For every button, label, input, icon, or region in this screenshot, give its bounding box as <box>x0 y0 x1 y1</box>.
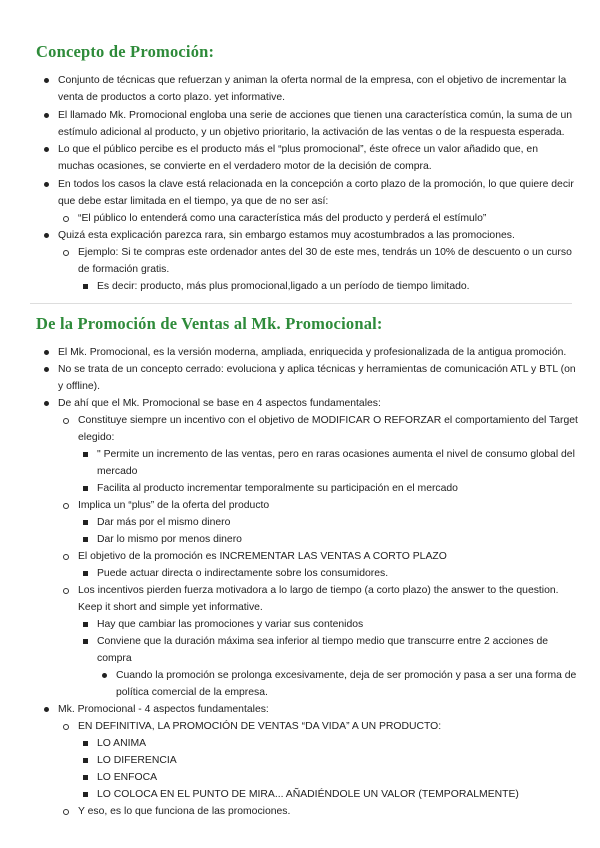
bullet-disc-icon <box>44 401 49 406</box>
bullet-disc-icon <box>44 182 49 187</box>
bullet-square-icon <box>83 775 88 780</box>
bullet-disc-icon <box>102 673 107 678</box>
section-divider <box>30 303 572 304</box>
bullet-square-icon <box>83 571 88 576</box>
bullet-circle-icon <box>63 809 69 815</box>
bullet-disc-icon <box>44 78 49 83</box>
bullet-square-icon <box>83 486 88 491</box>
bullet-square-icon <box>83 537 88 542</box>
bullet-circle-icon <box>63 554 69 560</box>
document-page: Concepto de Promoción: Conjunto de técnicas que refuerzan y animan la oferta normal de la empresa, con el objetivo de incrementar la venta de productos a corto plazo. yet informative. El llamado Mk. Promocional engloba una serie de acciones que tienen una característica común, la suma de un estímulo adicional al producto, y un objetivo prioritario, la activación de las ventas o de la respuesta esperada. Lo que el público percibe es el producto más el “plus promocional”, éste ofrece un valor añadido que, en muchas ocasiones, se convierte en el verdadero motor de la decisión de compra. En todos los casos la clave está relacionada en la concepción a corto plazo de la promoción, lo que quiere decir que debe estar limitada en el tiempo, ya que de no ser así: “El público lo entenderá como una característica más del producto y perderá el estímulo” Quizá esta explicación parezca rara, sin embargo estamos muy acostumbrados a las promociones. Ejemplo: Si te compras este ordenador antes del 30 de este mes, tendrás un 10% de descuento o un curso de formación gratis. Es decir: producto, más plus promocional,ligado a un período de tiempo limitado. De la Promoción de Ventas al Mk. Promocional: El Mk. Promocional, es la versión moderna, ampliada, enriquecida y profesionalizada de la antigua promoción. No se trata de un concepto cerrado: evoluciona y aplica técnicas y herramientas de comunicación ATL y BTL (on y offline). De ahí que el Mk. Promocional se base en 4 aspectos fundamentales: Constituye siempre un incentivo con el objetivo de MODIFICAR O REFORZAR el comportamiento del Target elegido: " Permite un incremento de las ventas, pero en raras ocasiones aumenta el nivel de consumo global del mercado Facilita al producto incrementar temporalmente su participación en el mercado Implica un “plus” de la oferta del producto Dar más por el mismo dinero Dar lo mismo por menos dinero El objetivo de la promoción es INCREMENTAR LAS VENTAS A CORTO PLAZO Puede actuar directa o indirectamente sobre los consumidores. Los incentivos pierden fuerza motivadora a lo largo de tiempo (a corto plazo) the answer to the question. Keep it short and simple yet informative. Hay que cambiar las promociones y variar sus contenidos Conviene que la duración máxima sea inferior al tiempo medio que transcurre entre 2 acciones de compra Cuando la promoción se prolonga excesivamente, deja de ser promoción y pasa a ser una forma de política comercial de la empresa. Mk. Promocional - 4 aspectos fundamentales: EN DEFINITIVA, LA PROMOCIÓN DE VENTAS “DA VIDA” A UN PRODUCTO: LO ANIMA LO DIFERENCIA LO ENFOCA LO COLOCA EN EL PUNTO DE MIRA... AÑADIÉNDOLE UN VALOR (TEMPORALMENTE) Y eso, es lo que funciona de las promociones. <box>0 0 600 848</box>
bullet-disc-icon <box>44 147 49 152</box>
section-heading-concepto: Concepto de Promoción: <box>36 42 215 61</box>
section-heading-promocion-ventas: De la Promoción de Ventas al Mk. Promocional: <box>36 314 383 333</box>
bullet-disc-icon <box>44 350 49 355</box>
bullet-circle-icon <box>63 588 69 594</box>
bullet-disc-icon <box>44 367 49 372</box>
bullet-disc-icon <box>44 707 49 712</box>
bullet-disc-icon <box>44 113 49 118</box>
bullet-circle-icon <box>63 724 69 730</box>
bullet-square-icon <box>83 520 88 525</box>
bullet-square-icon <box>83 792 88 797</box>
bullet-circle-icon <box>63 418 69 424</box>
bullet-circle-icon <box>63 503 69 509</box>
bullet-square-icon <box>83 284 88 289</box>
bullet-square-icon <box>83 741 88 746</box>
bullet-circle-icon <box>63 216 69 222</box>
bullet-square-icon <box>83 622 88 627</box>
bullet-square-icon <box>83 452 88 457</box>
bullet-circle-icon <box>63 250 69 256</box>
bullet-disc-icon <box>44 233 49 238</box>
bullet-square-icon <box>83 758 88 763</box>
bullet-square-icon <box>83 639 88 644</box>
